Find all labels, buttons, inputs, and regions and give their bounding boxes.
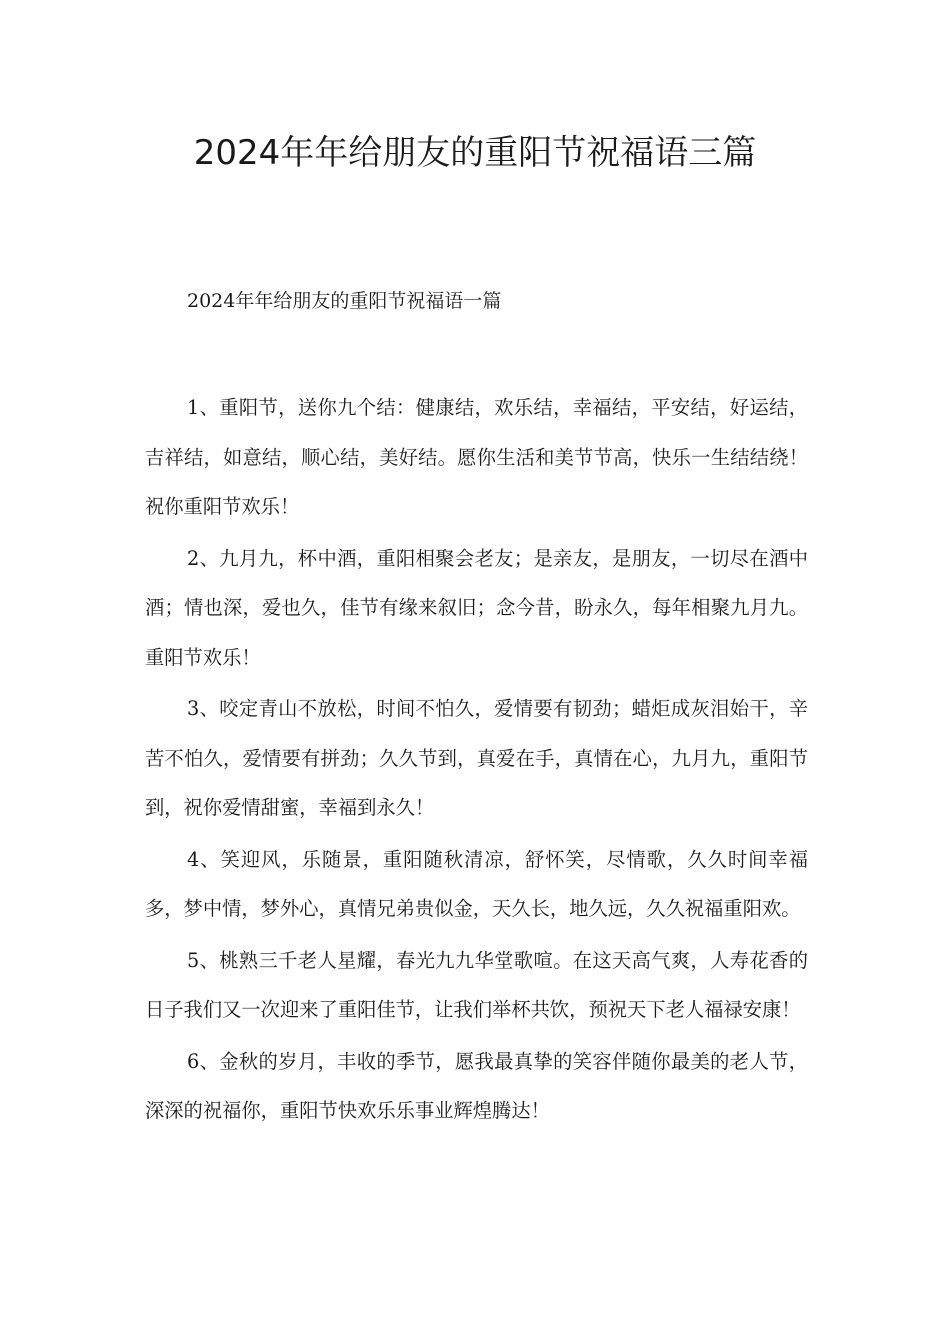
section-subtitle: 2024年年给朋友的重阳节祝福语一篇 [187,290,502,312]
document-title: 2024年年给朋友的重阳节祝福语三篇 [193,133,757,173]
greeting-paragraph-4: 4、笑迎风，乐随景，重阳随秋清凉，舒怀笑，尽情歌，久久时间幸福多，梦中情，梦外心，真情兄弟贵似金，天久长，地久远，久久祝福重阳欢。 [145,847,808,920]
greeting-paragraph-6: 6、金秋的岁月，丰收的季节，愿我最真挚的笑容伴随你最美的老人节，深深的祝福你，重阳节快欢乐乐事业辉煌腾达！ [145,1049,808,1122]
document-body [145,383,808,1138]
greeting-paragraph-1: 1、重阳节，送你九个结：健康结，欢乐结，幸福结，平安结，好运结，吉祥结，如意结，顺心结，美好结。愿你生活和美节节高，快乐一生结结绕！祝你重阳节欢乐！ [145,396,808,518]
greeting-paragraph-2: 2、九月九，杯中酒，重阳相聚会老友；是亲友，是朋友，一切尽在酒中酒；情也深，爱也久，佳节有缘来叙旧；念今昔，盼永久，每年相聚九月九。重阳节欢乐！ [145,546,808,669]
greeting-paragraph-5: 5、桃熟三千老人星耀，春光九九华堂歌喧。在这天高气爽，人寿花香的日子我们又一次迎来了重阳佳节，让我们举杯共饮，预祝天下老人福禄安康！ [145,948,808,1021]
greeting-paragraph-3: 3、咬定青山不放松，时间不怕久，爱情要有韧劲；蜡炬成灰泪始干，辛苦不怕久，爱情要有拼劲；久久节到，真爱在手，真情在心，九月九，重阳节到，祝你爱情甜蜜，幸福到永久！ [145,697,808,819]
